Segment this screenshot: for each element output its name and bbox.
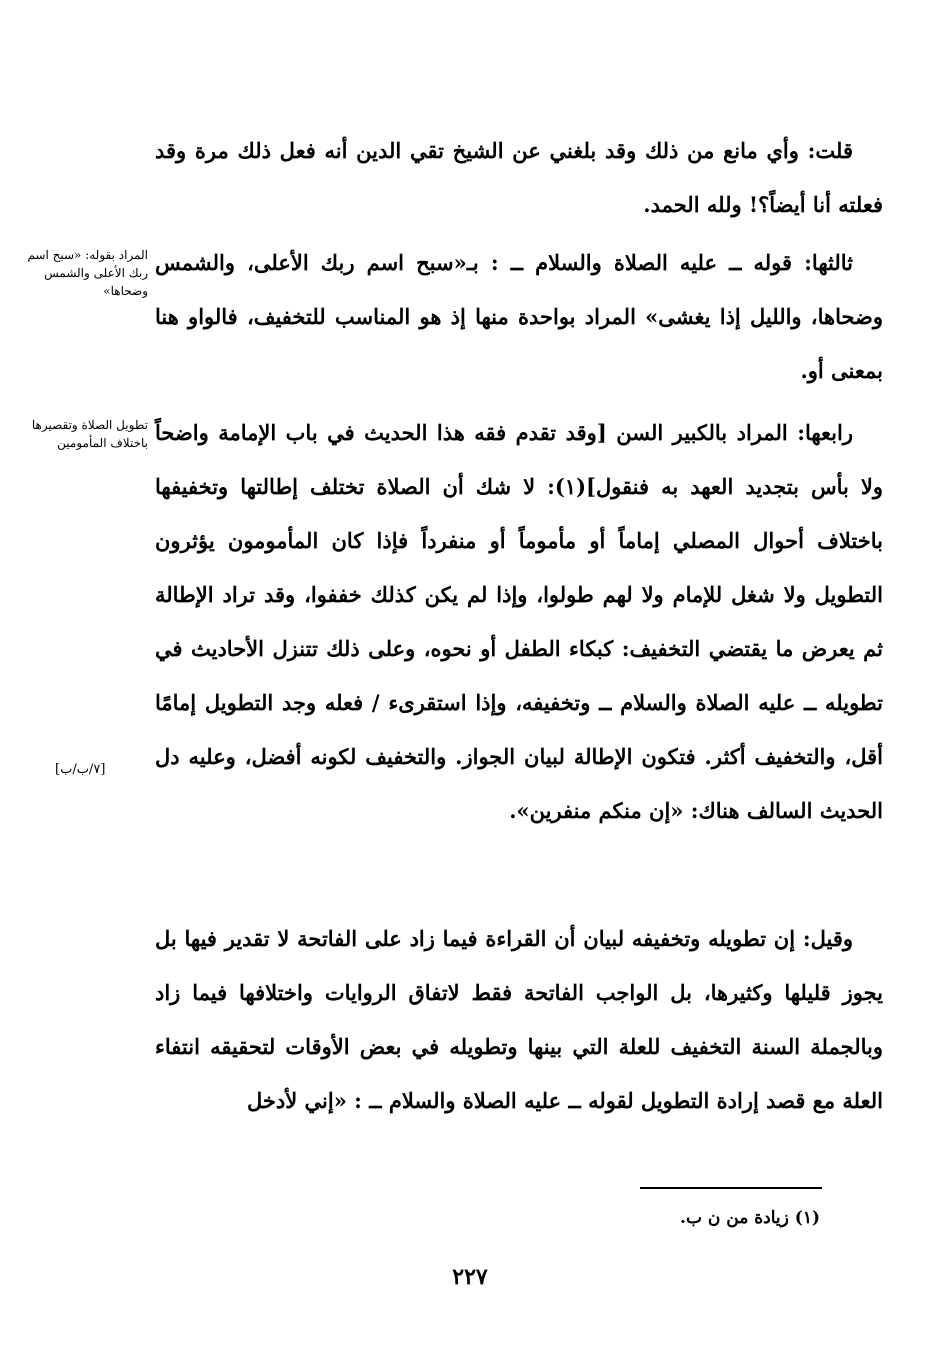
page-number: ٢٢٧ — [452, 1264, 488, 1290]
paragraph-2 — [155, 236, 883, 398]
paragraph-1 — [155, 124, 883, 232]
paragraph-3 — [155, 406, 883, 838]
paragraph-text: قلت: وأي مانع من ذلك وقد بلغني عن الشيخ تقي الدين أنه فعل ذلك مرة وقد فعلته أنا أيضاً؟! ولله الحمد. — [155, 138, 883, 217]
side-note-1: المراد بقوله: «سبح اسم ربك الأعلى والشمس وضحاها» — [27, 248, 148, 298]
footnote: (١) زيادة من ن ب. — [680, 1208, 820, 1228]
paragraph-text: رابعها: المراد بالكبير السن [وقد تقدم فقه هذا الحديث في باب الإمامة واضحاً ولا بأس بتجديد العهد به فنقول](١): لا شك أن الصلاة تختلف إطالتها وتخفيفها باختلاف أحوال المصلي إماماً أو مأموماً أو منفرداً فإذا كان المأمومون يؤثرون التطويل ولا شغل للإمام ولا لهم طولوا، وإذا لم يكن كذلك خففوا، وقد تراد الإطالة ثم يعرض ما يقتضي التخفيف: كبكاء الطفل أو نحوه، وعلى ذلك تتنزل الأحاديث في تطويله ــ عليه الصلاة والسلام ــ وتخفيفه، وإذا استقرىء / فعله وجد التطويل إمامًا أقل، والتخفيف أكثر. فتكون الإطالة لبيان الجواز. والتخفيف لكونه أفضل، وعليه دل الحديث السالف هناك: «إن منكم منفرين». — [155, 420, 883, 823]
side-note-2: تطويل الصلاة وتقصيرها باختلاف المأمومين — [31, 418, 148, 450]
paragraph-text: وقيل: إن تطويله وتخفيفه لبيان أن القراءة فيما زاد على الفاتحة لا تقدير فيها بل يجوز قليلها وكثيرها، بل الواجب الفاتحة فقط لاتفاق الروايات واختلافها فيما زاد وبالجملة السنة التخفيف للعلة التي بينها وتطويله في بعض الأوقات لتحقيقه انتفاء العلة مع قصد إرادة التطويل لقوله ــ عليه الصلاة والسلام ــ : «إني لأدخل — [155, 926, 883, 1113]
footnote-divider — [640, 1187, 822, 1189]
paragraph-4 — [155, 912, 883, 1128]
manuscript-folio-ref: [٧/ب/ب] — [55, 762, 106, 777]
paragraph-text: ثالثها: قوله ــ عليه الصلاة والسلام ــ : بـ«سبح اسم ربك الأعلى، والشمس وضحاها، والليل إذا يغشى» المراد بواحدة منها إذ هو المناسب للتخفيف، فالواو هنا بمعنى أو. — [155, 250, 883, 383]
